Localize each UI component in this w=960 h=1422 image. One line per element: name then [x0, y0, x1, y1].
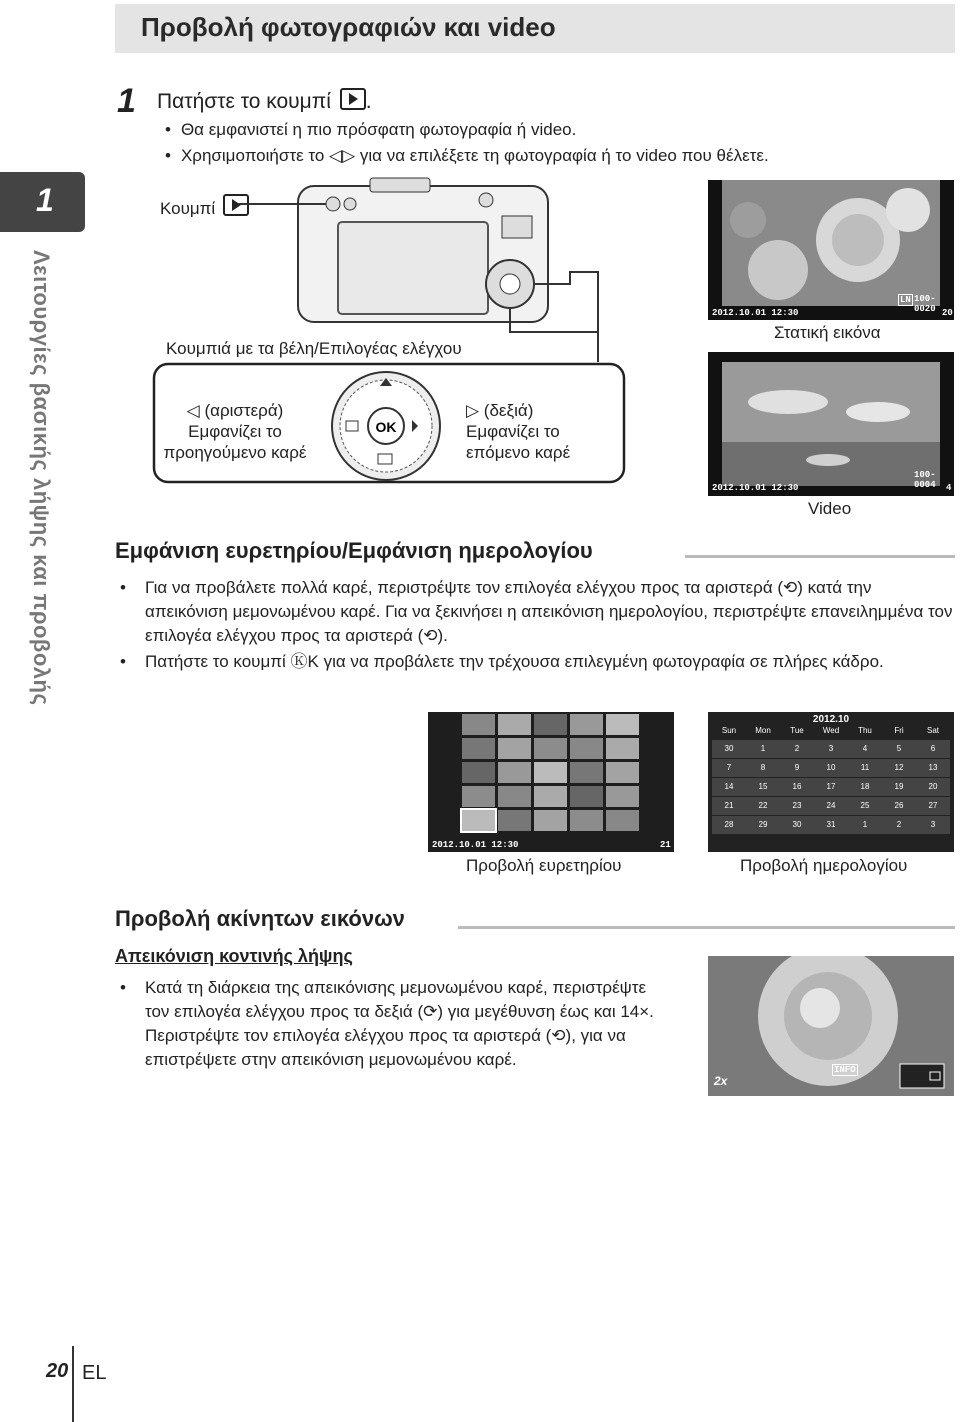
- video-date: 2012.10.01 12:30: [712, 483, 799, 493]
- right-label-line-2: Εμφανίζει το: [466, 422, 560, 441]
- index-thumbnail[interactable]: [606, 786, 639, 807]
- page-number: 20: [46, 1360, 69, 1382]
- closeup-bullet-text: Κατά τη διάρκεια της απεικόνισης μεμονωμένου καρέ, περιστρέψτε τον επιλογέα ελέγχου προς τα δεξιά (⟳) για μεγέθυνση έως και 14×. Περιστρέψτε τον επιλογέα ελέγχου προς τα αριστερά (⟲), για να επιστρέψετε στην απεικόνιση μεμονωμένου καρέ.: [145, 978, 654, 1069]
- info-badge: INFO: [834, 1065, 856, 1075]
- calendar-day[interactable]: 25: [848, 797, 882, 815]
- step-text-label: Πατήστε το κουμπί: [157, 90, 331, 113]
- calendar-weekday: Sat: [926, 726, 939, 735]
- calendar-day[interactable]: 4: [848, 740, 882, 758]
- calendar-day[interactable]: 23: [780, 797, 814, 815]
- bullet-dot: •: [120, 978, 126, 997]
- step-bullet-1: • Θα εμφανιστεί η πιο πρόσφατη φωτογραφία ή video.: [165, 120, 577, 139]
- chapter-number: 1: [36, 182, 54, 218]
- calendar-day[interactable]: 27: [916, 797, 950, 815]
- calendar-day[interactable]: 8: [746, 759, 780, 777]
- chapter-sidebar: [28, 250, 68, 820]
- index-bullet-1-text: Για να προβάλετε πολλά καρέ, περιστρέψτε τον επιλογέα ελέγχου προς τα αριστερά (⟲) κατά την απεικόνιση μεμονωμένου καρέ. Για να ξεκινήσει η απεικόνιση ημερολογίου, περιστρέψτε επανειλημμένα τον επιλογέα ελέγχου προς τα αριστερά (⟲).: [145, 578, 953, 645]
- index-thumbnail[interactable]: [606, 762, 639, 783]
- step-bullet-2: • Χρησιμοποιήστε το ◁▷ για να επιλέξετε τη φωτογραφία ή το video που θέλετε.: [165, 146, 769, 165]
- calendar-caption: Προβολή ημερολογίου: [740, 856, 908, 875]
- bullet-dot: •: [120, 652, 126, 671]
- step-number: 1: [117, 82, 136, 120]
- calendar-day[interactable]: 14: [712, 778, 746, 796]
- index-bullet-2: [120, 650, 955, 674]
- calendar-day[interactable]: 5: [882, 740, 916, 758]
- calendar-day[interactable]: 2: [882, 816, 916, 834]
- index-thumbnail[interactable]: [534, 714, 567, 735]
- hot-shoe: [370, 178, 430, 192]
- playback-button-label: Κουμπί: [160, 199, 216, 218]
- calendar-day[interactable]: 3: [916, 816, 950, 834]
- step-bullet-1-text: Θα εμφανιστεί η πιο πρόσφατη φωτογραφία ή video.: [180, 120, 577, 139]
- index-thumbnail[interactable]: [498, 786, 531, 807]
- step-text: [157, 88, 372, 114]
- index-thumbnail[interactable]: [606, 738, 639, 759]
- calendar-day[interactable]: 12: [882, 759, 916, 777]
- calendar-day[interactable]: 9: [780, 759, 814, 777]
- calendar-day[interactable]: 18: [848, 778, 882, 796]
- menu-button: [502, 216, 532, 238]
- playback-icon: [340, 88, 366, 110]
- camera-button: [344, 198, 356, 210]
- still-caption: Στατική εικόνα: [774, 323, 881, 342]
- calendar-view-screen: [708, 712, 954, 852]
- calendar-weekday: Fri: [894, 726, 904, 735]
- index-thumbnail[interactable]: [570, 810, 603, 831]
- video-screen: [708, 352, 954, 496]
- index-date: 2012.10.01 12:30: [432, 840, 519, 850]
- camera-screen: [338, 222, 488, 314]
- language-code: EL: [82, 1362, 107, 1384]
- left-label-line-1: ◁ (αριστερά): [186, 401, 284, 420]
- index-thumbnail[interactable]: [534, 738, 567, 759]
- calendar-day[interactable]: 15: [746, 778, 780, 796]
- calendar-day[interactable]: 16: [780, 778, 814, 796]
- ok-button-small: [500, 274, 520, 294]
- calendar-day[interactable]: 29: [746, 816, 780, 834]
- closeup-photo: [708, 956, 954, 1096]
- calendar-day[interactable]: 10: [814, 759, 848, 777]
- right-button-label: [466, 400, 570, 463]
- calendar-day[interactable]: 21: [712, 797, 746, 815]
- index-thumbnail[interactable]: [462, 738, 495, 759]
- calendar-weekday: Tue: [790, 726, 804, 735]
- index-bullet-1: [120, 576, 955, 648]
- calendar-day[interactable]: 1: [746, 740, 780, 758]
- still-frame-number: 20: [942, 308, 953, 318]
- index-thumbnail[interactable]: [498, 738, 531, 759]
- calendar-day[interactable]: 17: [814, 778, 848, 796]
- calendar-weekday: Sun: [721, 726, 737, 735]
- index-thumbnail[interactable]: [462, 714, 495, 735]
- index-thumbnail[interactable]: [570, 786, 603, 807]
- calendar-day[interactable]: 11: [848, 759, 882, 777]
- chapter-title-vertical: Λειτουργίες βασικής λήψης και προβολής: [29, 250, 54, 706]
- still-date: 2012.10.01 12:30: [712, 308, 799, 318]
- calendar-day[interactable]: 28: [712, 816, 746, 834]
- index-thumbnail[interactable]: [534, 810, 567, 831]
- calendar-day[interactable]: 24: [814, 797, 848, 815]
- calendar-day[interactable]: 30: [780, 816, 814, 834]
- right-label-line-1: ▷ (δεξιά): [466, 401, 534, 420]
- index-thumbnail[interactable]: [462, 762, 495, 783]
- calendar-day[interactable]: 31: [814, 816, 848, 834]
- closeup-bullet: [120, 976, 665, 1072]
- step-bullet-2-text: Χρησιμοποιήστε το ◁▷ για να επιλέξετε τη φωτογραφία ή το video που θέλετε.: [180, 146, 769, 165]
- chapter-tab: [0, 172, 85, 232]
- index-thumbnail[interactable]: [606, 810, 639, 831]
- index-section-rule: [685, 555, 955, 558]
- index-thumbnail[interactable]: [498, 810, 531, 831]
- index-bullet-2-text: Πατήστε το κουμπί ⓀK για να προβάλετε την τρέχουσα επιλεγμένη φωτογραφία σε πλήρες κάδρο.: [145, 652, 884, 671]
- calendar-day[interactable]: 20: [916, 778, 950, 796]
- calendar-day[interactable]: 30: [712, 740, 746, 758]
- index-thumbnail[interactable]: [462, 786, 495, 807]
- calendar-weekday: Mon: [755, 726, 771, 735]
- still-file-number: 100-0020: [914, 294, 936, 314]
- left-button-label: [150, 400, 320, 463]
- index-thumbnail[interactable]: [498, 762, 531, 783]
- header-band: [115, 4, 955, 53]
- calendar-day[interactable]: 22: [746, 797, 780, 815]
- index-thumbnail[interactable]: [534, 762, 567, 783]
- calendar-day[interactable]: 26: [882, 797, 916, 815]
- closeup-subheading: Απεικόνιση κοντινής λήψης: [115, 946, 353, 966]
- index-thumbnail[interactable]: [570, 738, 603, 759]
- calendar-day[interactable]: 7: [712, 759, 746, 777]
- still-section-heading: Προβολή ακίνητων εικόνων: [115, 906, 405, 931]
- index-view-screen: [428, 712, 674, 852]
- right-label-line-3: επόμενο καρέ: [466, 443, 571, 462]
- bullet-dot: •: [120, 578, 126, 597]
- index-frame-number: 21: [660, 840, 671, 850]
- step-text-end: .: [365, 90, 372, 113]
- index-thumbnail[interactable]: [606, 714, 639, 735]
- page-title: Προβολή φωτογραφιών και video: [141, 12, 556, 42]
- arrow-buttons-title: Κουμπιά με τα βέλη/Επιλογέας ελέγχου: [166, 339, 462, 358]
- calendar-day[interactable]: 3: [814, 740, 848, 758]
- ok-label: OK: [375, 419, 397, 435]
- index-thumbnail[interactable]: [498, 714, 531, 735]
- index-thumbnail[interactable]: [534, 786, 567, 807]
- left-label-line-2: Εμφανίζει το: [188, 422, 282, 441]
- still-quality: LN: [900, 295, 911, 305]
- calendar-weekday: Wed: [822, 726, 840, 735]
- calendar-day[interactable]: 19: [882, 778, 916, 796]
- video-caption: Video: [808, 499, 852, 518]
- record-button: [479, 193, 493, 207]
- index-thumbnail[interactable]: [462, 810, 495, 831]
- still-section-rule: [458, 926, 955, 929]
- footer-divider: [72, 1346, 74, 1422]
- calendar-day[interactable]: 2: [780, 740, 814, 758]
- calendar-month: 2012.10: [812, 714, 850, 725]
- calendar-weekday: Thu: [858, 726, 872, 735]
- index-thumbnail[interactable]: [570, 714, 603, 735]
- zoom-level: 2x: [714, 1074, 728, 1088]
- calendar-day[interactable]: 13: [916, 759, 950, 777]
- video-file-number: 100-0004: [914, 470, 936, 490]
- still-image-screen: [708, 180, 954, 320]
- video-frame-number: 4: [946, 483, 952, 493]
- closeup-screen: [708, 956, 954, 1096]
- left-label-line-3: προηγούμενο καρέ: [163, 443, 307, 462]
- calendar-day[interactable]: 1: [848, 816, 882, 834]
- index-section-heading: Εμφάνιση ευρετηρίου/Εμφάνιση ημερολογίου: [115, 538, 593, 563]
- playback-button: [326, 197, 340, 211]
- calendar-day[interactable]: 6: [916, 740, 950, 758]
- index-thumbnail[interactable]: [570, 762, 603, 783]
- index-caption: Προβολή ευρετηρίου: [466, 856, 622, 875]
